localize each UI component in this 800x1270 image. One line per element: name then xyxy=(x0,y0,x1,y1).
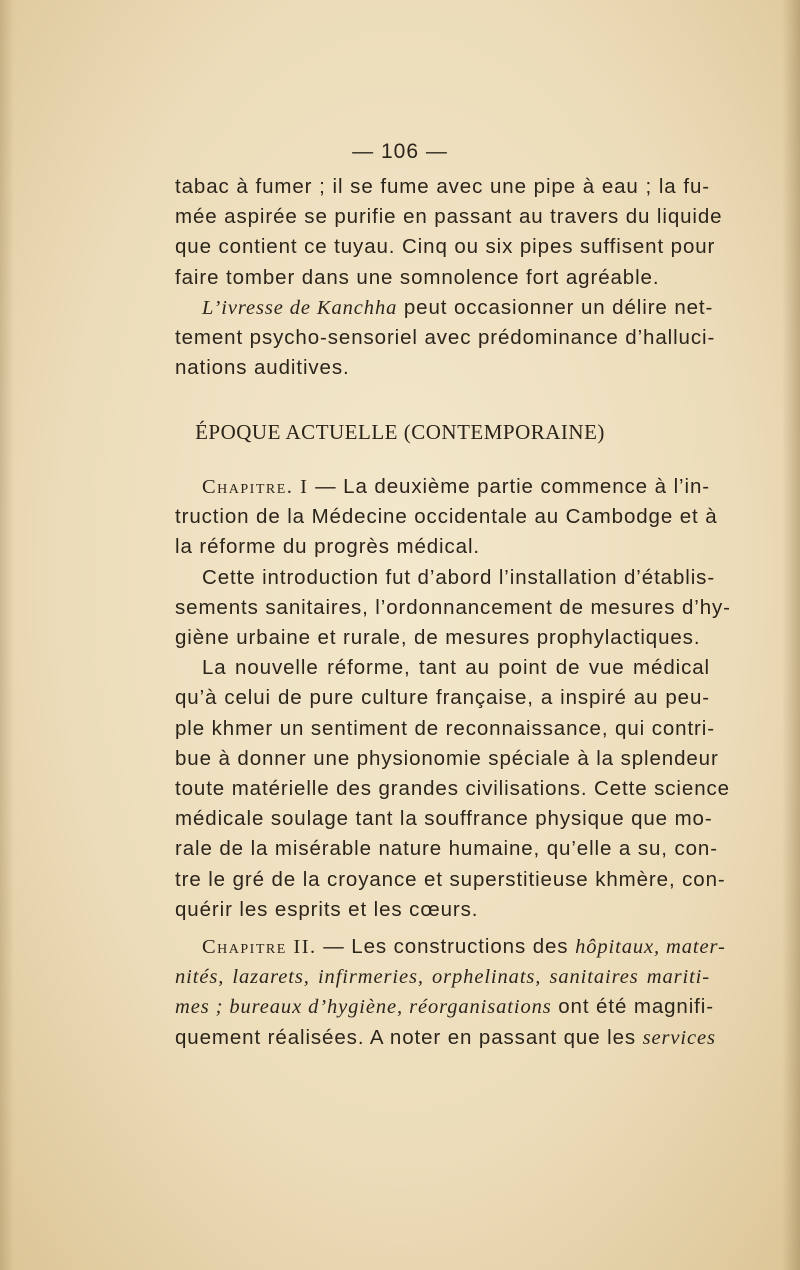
text-line: toute matérielle des grandes civilisations. Cette science xyxy=(175,777,730,801)
text-block-middle xyxy=(175,472,731,925)
text-line: La nouvelle réforme, tant au point de vue médical xyxy=(202,656,710,680)
text-span: peut occasionner un délire net- xyxy=(397,295,714,319)
text-line: faire tomber dans une somnolence fort agréable. xyxy=(175,265,660,289)
text-line xyxy=(175,472,710,502)
text-line: ple khmer un sentiment de reconnaissance, qui contri- xyxy=(175,716,715,740)
page-number: — 106 — xyxy=(352,140,448,163)
chapter-label: Chapitre II. xyxy=(202,936,317,958)
page-edge-right xyxy=(782,0,800,1270)
text-line: tre le gré de la croyance et superstitieuse khmère, con- xyxy=(175,867,726,891)
text-line xyxy=(175,1023,716,1053)
chapter-label: Chapitre. I xyxy=(202,476,309,498)
text-line xyxy=(175,293,714,323)
italic-term: L’ivresse de Kanchha xyxy=(202,296,398,319)
text-line: bue à donner une physionomie spéciale à la splendeur xyxy=(175,746,719,770)
text-line: tement psycho-sensoriel avec prédominance d’halluci- xyxy=(175,326,716,350)
text-span: — Les constructions des xyxy=(316,935,576,958)
text-line: médicale soulage tant la souffrance physique que mo- xyxy=(175,807,713,831)
italic-term: hôpitaux, mater- xyxy=(575,936,726,958)
text-line: mée aspirée se purifie en passant au travers du liquide xyxy=(175,205,723,229)
text-line: tabac à fumer ; il se fume avec une pipe à eau ; la fu- xyxy=(175,175,710,198)
text-line: nités, lazarets, infirmeries, orphelinats, sanitaires mariti- xyxy=(175,966,710,989)
text-line: la réforme du progrès médical. xyxy=(175,535,481,559)
text-line: giène urbaine et rurale, de mesures prophylactiques. xyxy=(175,626,701,650)
text-line: qu’à celui de pure culture française, a inspiré au peu- xyxy=(175,686,710,710)
italic-term: mes ; bureaux d’hygiène, réorganisations xyxy=(175,996,552,1019)
section-heading: ÉPOQUE ACTUELLE (CONTEMPORAINE) xyxy=(195,420,605,444)
text-block-bottom xyxy=(175,932,726,1053)
text-span: — La deuxième partie commence à l’in- xyxy=(308,475,710,498)
text-line: que contient ce tuyau. Cinq ou six pipes suffisent pour xyxy=(175,235,716,259)
text-line xyxy=(175,932,726,962)
text-line: quérir les esprits et les cœurs. xyxy=(175,897,479,921)
page-edge-left xyxy=(0,0,14,1270)
text-span: quement réalisées. A noter en passant que les xyxy=(175,1025,643,1049)
text-line: nations auditives. xyxy=(175,356,350,380)
text-line xyxy=(175,992,714,1022)
text-line: Cette introduction fut d’abord l’installation d’établis- xyxy=(202,565,716,589)
text-span: ont été magnifi- xyxy=(551,995,714,1019)
text-line: rale de la misérable nature humaine, qu’elle a su, con- xyxy=(175,837,718,861)
text-line: sements sanitaires, l’ordonnancement de mesures d’hy- xyxy=(175,595,731,619)
italic-term: services xyxy=(642,1026,716,1049)
text-block-top xyxy=(175,172,723,383)
text-line: truction de la Médecine occidentale au Cambodge et à xyxy=(175,505,718,529)
